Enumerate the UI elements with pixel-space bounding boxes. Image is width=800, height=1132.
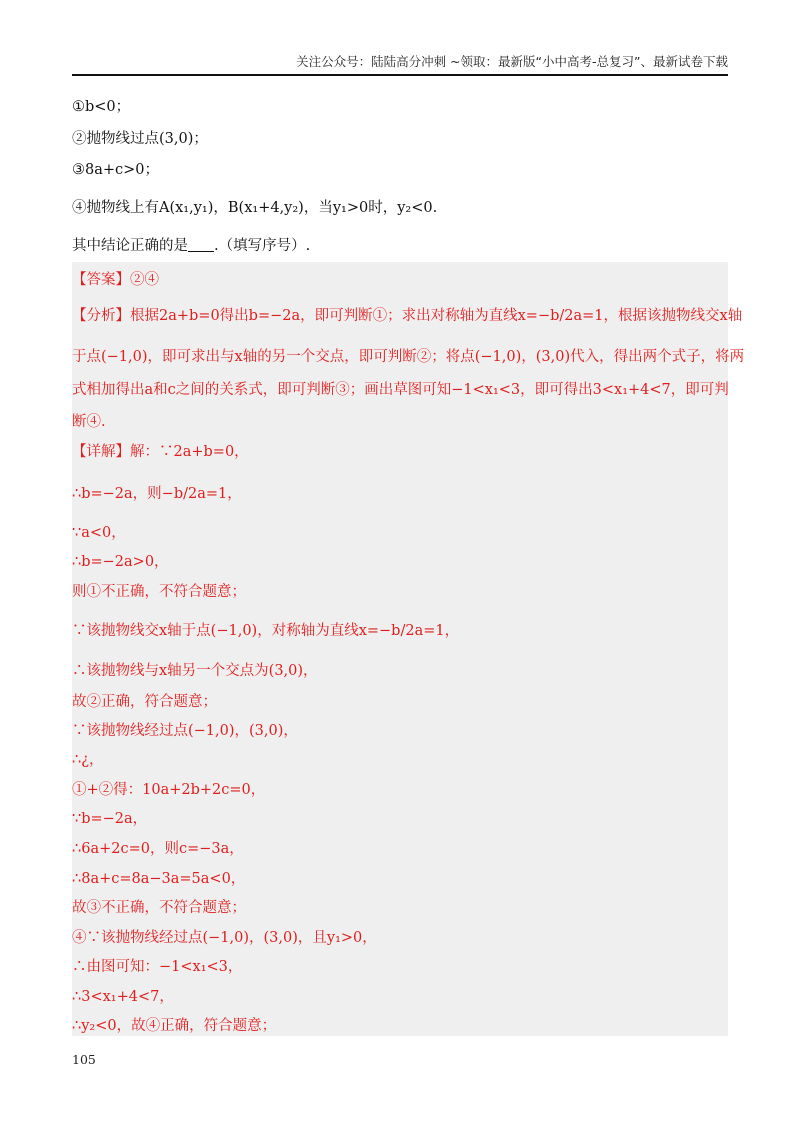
question-prompt: [72, 236, 728, 256]
detail-line-4: ∴b=−2a>0，: [72, 554, 169, 570]
analysis-line-1: 【分析】根据2a+b=0得出b=−2a，即可判断①；求出对称轴为直线x=−b/2a=1，根据该抛物线交x轴: [72, 308, 743, 324]
detail-line-11: ①+②得：10a+2b+2c=0，: [72, 782, 266, 798]
analysis-line-3: 式相加得出a和c之间的关系式，即可判断③；画出草图可知−1<x₁<3，即可得出3<x₁+4<7，即可判: [72, 382, 729, 398]
detail-line-19: ∴y₂<0，故④正确，符合题意；: [72, 1018, 277, 1034]
solution-panel: [72, 262, 745, 1036]
question-prompt-before: 其中结论正确的是: [72, 238, 188, 254]
detail-line-5: 则①不正确，不符合题意；: [72, 584, 246, 600]
page-number: 105: [72, 1052, 96, 1067]
detail-line-8: 故②正确，符合题意；: [72, 694, 217, 710]
detail-line-1: 【详解】解：∵2a+b=0，: [72, 444, 249, 460]
detail-line-9: ∵该抛物线经过点(−1,0)，(3,0)，: [72, 723, 298, 739]
analysis-line-2: 于点(−1,0)，即可求出与x轴的另一个交点，即可判断②；将点(−1,0)，(3,0)代入，得出两个式子，将两: [72, 349, 745, 365]
analysis-line-4: 断④.: [72, 414, 106, 430]
detail-line-13: ∴6a+2c=0，则c=−3a，: [72, 841, 244, 857]
detail-line-18: ∴3<x₁+4<7，: [72, 989, 174, 1005]
detail-line-2: ∴b=−2a，则−b/2a=1，: [72, 486, 242, 502]
question-item-3: ③8a+c>0；: [72, 162, 160, 178]
detail-line-10: ∴¿，: [72, 752, 104, 768]
detail-line-6: ∵该抛物线交x轴于点(−1,0)，对称轴为直线x=−b/2a=1，: [72, 623, 460, 639]
question-item-4: ④抛物线上有A(x₁,y₁)，B(x₁+4,y₂)，当y₁>0时，y₂<0.: [72, 200, 438, 216]
page-header: 关注公众号：陆陆高分冲刺 ~领取：最新版“小中高考-总复习”、最新试卷下载: [72, 52, 728, 76]
question-item-1: ①b<0；: [72, 99, 131, 115]
detail-line-17: ∴由图可知：−1<x₁<3，: [72, 959, 243, 975]
question-item-2: ②抛物线过点(3,0)；: [72, 131, 208, 147]
detail-line-15: 故③不正确，不符合题意；: [72, 900, 246, 916]
answer-line: 【答案】②④: [72, 272, 159, 288]
detail-line-7: ∴该抛物线与x轴另一个交点为(3,0)，: [72, 663, 318, 679]
detail-line-12: ∵b=−2a，: [72, 811, 148, 827]
detail-line-16: ④∵该抛物线经过点(−1,0)，(3,0)，且y₁>0，: [72, 930, 377, 946]
question-prompt-after: .（填写序号）.: [214, 238, 311, 254]
detail-line-3: ∵a<0，: [72, 525, 126, 541]
answer-blank: [188, 237, 214, 252]
detail-line-14: ∴8a+c=8a−3a=5a<0，: [72, 871, 246, 887]
